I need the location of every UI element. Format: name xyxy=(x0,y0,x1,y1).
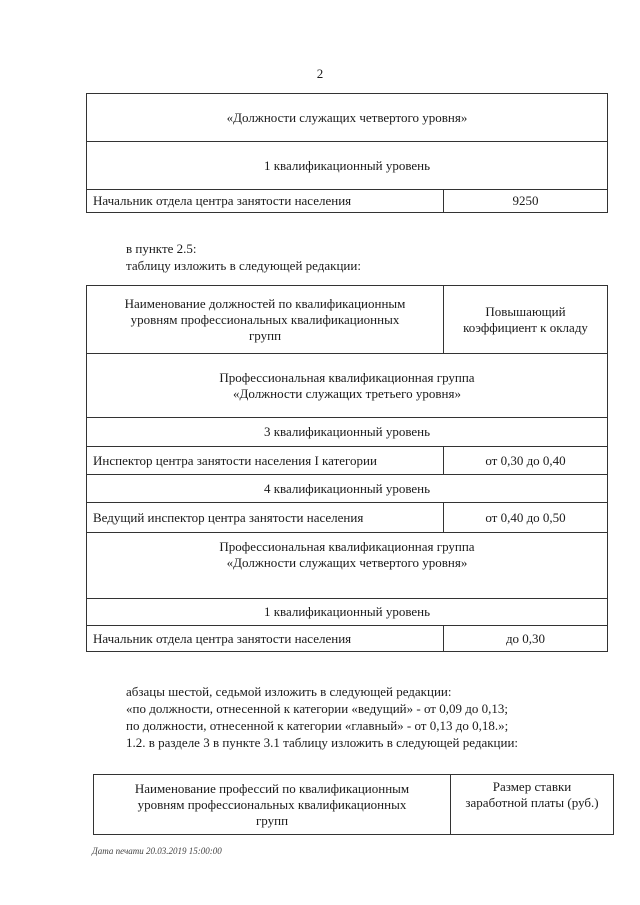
level-header-cell xyxy=(87,142,608,190)
position-name: Инспектор центра занятости населения I категории xyxy=(93,452,377,468)
level-title: 1 квалификационный уровень xyxy=(263,604,431,619)
header-text: уровням профессиональных квалификационных xyxy=(137,796,407,812)
coefficient-value: до 0,30 xyxy=(505,630,546,646)
position-name: Ведущий инспектор центра занятости населения xyxy=(93,509,364,525)
header-text: групп xyxy=(255,812,289,828)
header-salary-cell xyxy=(451,775,614,835)
value-cell xyxy=(444,503,608,533)
paragraph-line: 1.2. в разделе 3 в пункте 3.1 таблицу изложить в следующей редакции: xyxy=(126,735,519,750)
header-text: заработной платы (руб.) xyxy=(465,795,599,810)
group-header-text: «Должности служащих четвертого уровня» xyxy=(226,109,468,125)
value-cell xyxy=(444,626,608,652)
paragraph-line: по должности, отнесенной к категории «главный» - от 0,13 до 0,18.»; xyxy=(126,718,509,733)
level-title: 4 квалификационный уровень xyxy=(263,480,431,496)
header-positions-cell xyxy=(87,286,444,354)
position-name: Начальник отдела центра занятости населения xyxy=(93,193,352,208)
level-header-cell xyxy=(87,599,608,626)
group-header-cell xyxy=(87,94,608,142)
paragraph-line: «по должности, отнесенной к категории «ведущий» - от 0,09 до 0,13; xyxy=(126,701,508,716)
paragraph-amendments xyxy=(126,683,518,751)
header-professions-cell xyxy=(94,775,451,835)
header-text: групп xyxy=(248,327,282,343)
paragraph-line: абзацы шестой, седьмой изложить в следующей редакции: xyxy=(126,684,452,699)
table-row xyxy=(87,190,608,213)
position-cell xyxy=(87,626,444,652)
value-cell xyxy=(444,447,608,475)
group-header-cell xyxy=(87,533,608,599)
header-text: коэффициент к окладу xyxy=(463,319,588,335)
position-cell xyxy=(87,447,444,475)
table-continuation xyxy=(86,93,608,213)
header-text: уровням профессиональных квалификационных xyxy=(130,311,400,327)
table-header-row xyxy=(87,286,608,354)
group-title: «Должности служащих четвертого уровня» xyxy=(226,555,468,570)
paragraph-line: таблицу изложить в следующей редакции: xyxy=(126,258,361,273)
group-header-cell xyxy=(87,354,608,418)
salary-table xyxy=(93,774,614,835)
position-cell xyxy=(87,503,444,533)
header-text: Наименование должностей по квалификационным xyxy=(124,295,406,311)
table-row xyxy=(87,626,608,652)
coefficient-table xyxy=(86,285,608,652)
group-title: «Должности служащих третьего уровня» xyxy=(233,385,461,401)
table-row xyxy=(87,447,608,475)
header-coefficient-cell xyxy=(444,286,608,354)
print-date-footer: Дата печати 20.03.2019 15:00:00 xyxy=(92,846,222,856)
position-cell xyxy=(87,190,444,213)
position-name: Начальник отдела центра занятости населения xyxy=(93,630,352,646)
salary-value: 9250 xyxy=(512,193,539,208)
paragraph-intro xyxy=(126,240,361,274)
table-row xyxy=(87,503,608,533)
table-header-row xyxy=(94,775,614,835)
level-header-text: 1 квалификационный уровень xyxy=(263,157,431,173)
group-title: Профессиональная квалификационная группа xyxy=(219,539,475,554)
paragraph-line: в пункте 2.5: xyxy=(126,241,197,256)
header-text: Размер ставки xyxy=(492,779,572,794)
group-title: Профессиональная квалификационная группа xyxy=(219,369,475,385)
coefficient-value: от 0,30 до 0,40 xyxy=(485,452,566,468)
level-title: 3 квалификационный уровень xyxy=(263,424,431,439)
level-header-cell xyxy=(87,418,608,447)
coefficient-value: от 0,40 до 0,50 xyxy=(485,509,566,525)
page-number: 2 xyxy=(316,66,324,81)
header-text: Повышающий xyxy=(485,303,566,319)
level-header-cell xyxy=(87,475,608,503)
value-cell xyxy=(444,190,608,213)
header-text: Наименование профессий по квалификационным xyxy=(134,780,410,796)
